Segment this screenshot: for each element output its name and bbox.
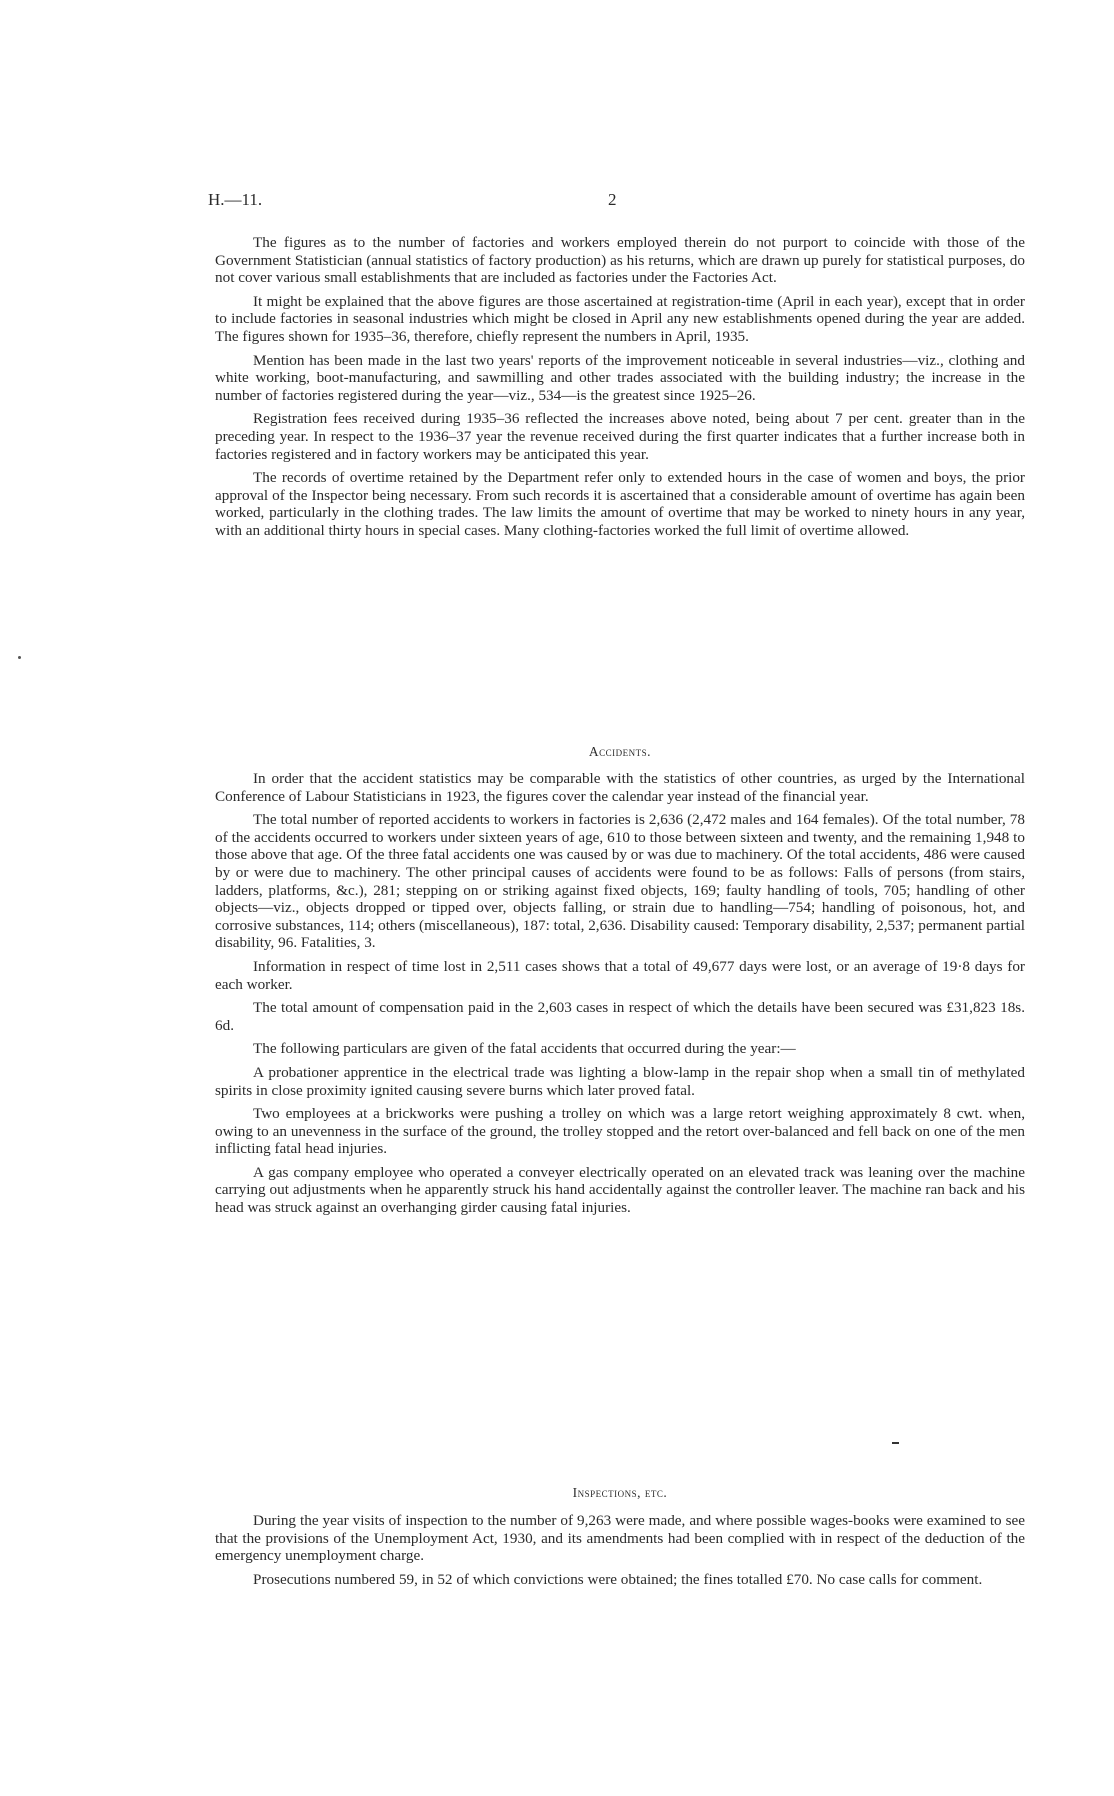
paragraph: Two employees at a brickworks were pushing a trolley on which was a large retort weighing approximately 8 cwt. when, owing to an unevenness in the surface of the ground, the trolley stopped and the retort over-balanced and fell back on one of the men inflicting fatal head injuries. — [215, 1105, 1025, 1158]
section-accidents-text — [215, 770, 1025, 1223]
paragraph: Prosecutions numbered 59, in 52 of which convictions were obtained; the fines totalled £70. No case calls for comment. — [253, 1570, 983, 1588]
paragraph: The following particulars are given of the fatal accidents that occurred during the year:— — [253, 1040, 796, 1058]
page-header — [208, 190, 1028, 214]
margin-dot — [18, 656, 21, 659]
paragraph: Mention has been made in the last two years' reports of the improvement noticeable in several industries—viz., clothing and white working, boot-manufacturing, and sawmilling and other trades associated with the building industry; the increase in the number of factories registered during the year—viz., 534—is the greatest since 1925–26. — [215, 351, 1025, 404]
paragraph: It might be explained that the above figures are those ascertained at registration-time (April in each year), except that in order to include factories in seasonal industries which might be closed in April any new establishments opened during the year are added. The figures shown for 1935–36, therefore, chiefly represent the numbers in April, 1935. — [215, 292, 1025, 345]
paragraph: The records of overtime retained by the Department refer only to extended hours in the case of women and boys, the prior approval of the Inspector being necessary. From such records it is ascertained that a considerable amount of overtime has again been worked, particularly in the clothing trades. The law limits the amount of overtime that may be worked to ninety hours in any year, with an additional thirty hours in special cases. Many clothing-factories worked the full limit of overtime allowed. — [215, 469, 1025, 539]
paragraph: The total number of reported accidents to workers in factories is 2,636 (2,472 males and 164 females). Of the total number, 78 of the accidents occurred to workers under sixteen years of age, 610 to those between sixteen and twenty, and the remaining 1,948 to those above that age. Of the three fatal accidents one was caused by or was due to machinery. Of the total accidents, 486 were caused by or were due to machinery. The other principal causes of accidents were found to be as follows: Falls of persons (from stairs, ladders, platforms, &c.), 281; stepping on or striking against fixed objects, 169; faulty handling of tools, 705; handling of other objects—viz., objects dropped or tipped over, objects falling, or strain due to handling—754; handling of poisonous, hot, and corrosive substances, 114; others (miscellaneous), 187: total, 2,636. Disability caused: Temporary disability, 2,537; permanent partial disability, 96. Fatalities, 3. — [215, 811, 1025, 952]
section-inspections-text — [215, 1512, 1025, 1594]
paragraph: During the year visits of inspection to the number of 9,263 were made, and where possible wages-books were examined to see that the provisions of the Unemployment Act, 1930, and its amendments had been complied with in respect of the deduction of the emergency unemployment charge. — [215, 1512, 1025, 1565]
section-heading-inspections: Inspections, etc. — [572, 1485, 668, 1500]
paragraph: A probationer apprentice in the electrical trade was lighting a blow-lamp in the repair shop when a small tin of methylated spirits in close proximity ignited causing severe burns which later proved fatal. — [215, 1063, 1025, 1099]
paragraph: The figures as to the number of factories and workers employed therein do not purport to coincide with those of the Government Statistician (annual statistics of factory production) as his returns, which are drawn up purely for statistical purposes, do not cover various small establishments that are included as factories under the Factories Act. — [215, 234, 1025, 287]
document-reference: H.—11. — [208, 190, 263, 209]
page-number: 2 — [608, 190, 617, 209]
paragraph: Information in respect of time lost in 2,511 cases shows that a total of 49,677 days were lost, or an average of 19·8 days for each worker. — [215, 957, 1025, 993]
section-factories-text — [215, 234, 1025, 546]
section-heading-accidents: Accidents. — [588, 744, 652, 759]
paragraph: A gas company employee who operated a conveyer electrically operated on an elevated track was leaning over the machine carrying out adjustments when he apparently struck his hand accidentally against the controller leaver. The machine ran back and his head was struck against an overhanging girder causing fatal injuries. — [215, 1163, 1025, 1217]
print-mark — [892, 1442, 899, 1444]
paragraph: Registration fees received during 1935–36 reflected the increases above noted, being about 7 per cent. greater than in the preceding year. In respect to the 1936–37 year the revenue received during the first quarter indicates that a further increase both in factories registered and in factory workers may be anticipated this year. — [215, 410, 1025, 463]
paragraph: The total amount of compensation paid in the 2,603 cases in respect of which the details have been secured was £31,823 18s. 6d. — [215, 999, 1025, 1034]
paragraph: In order that the accident statistics may be comparable with the statistics of other countries, as urged by the International Conference of Labour Statisticians in 1923, the figures cover the calendar year instead of the financial year. — [215, 770, 1025, 805]
